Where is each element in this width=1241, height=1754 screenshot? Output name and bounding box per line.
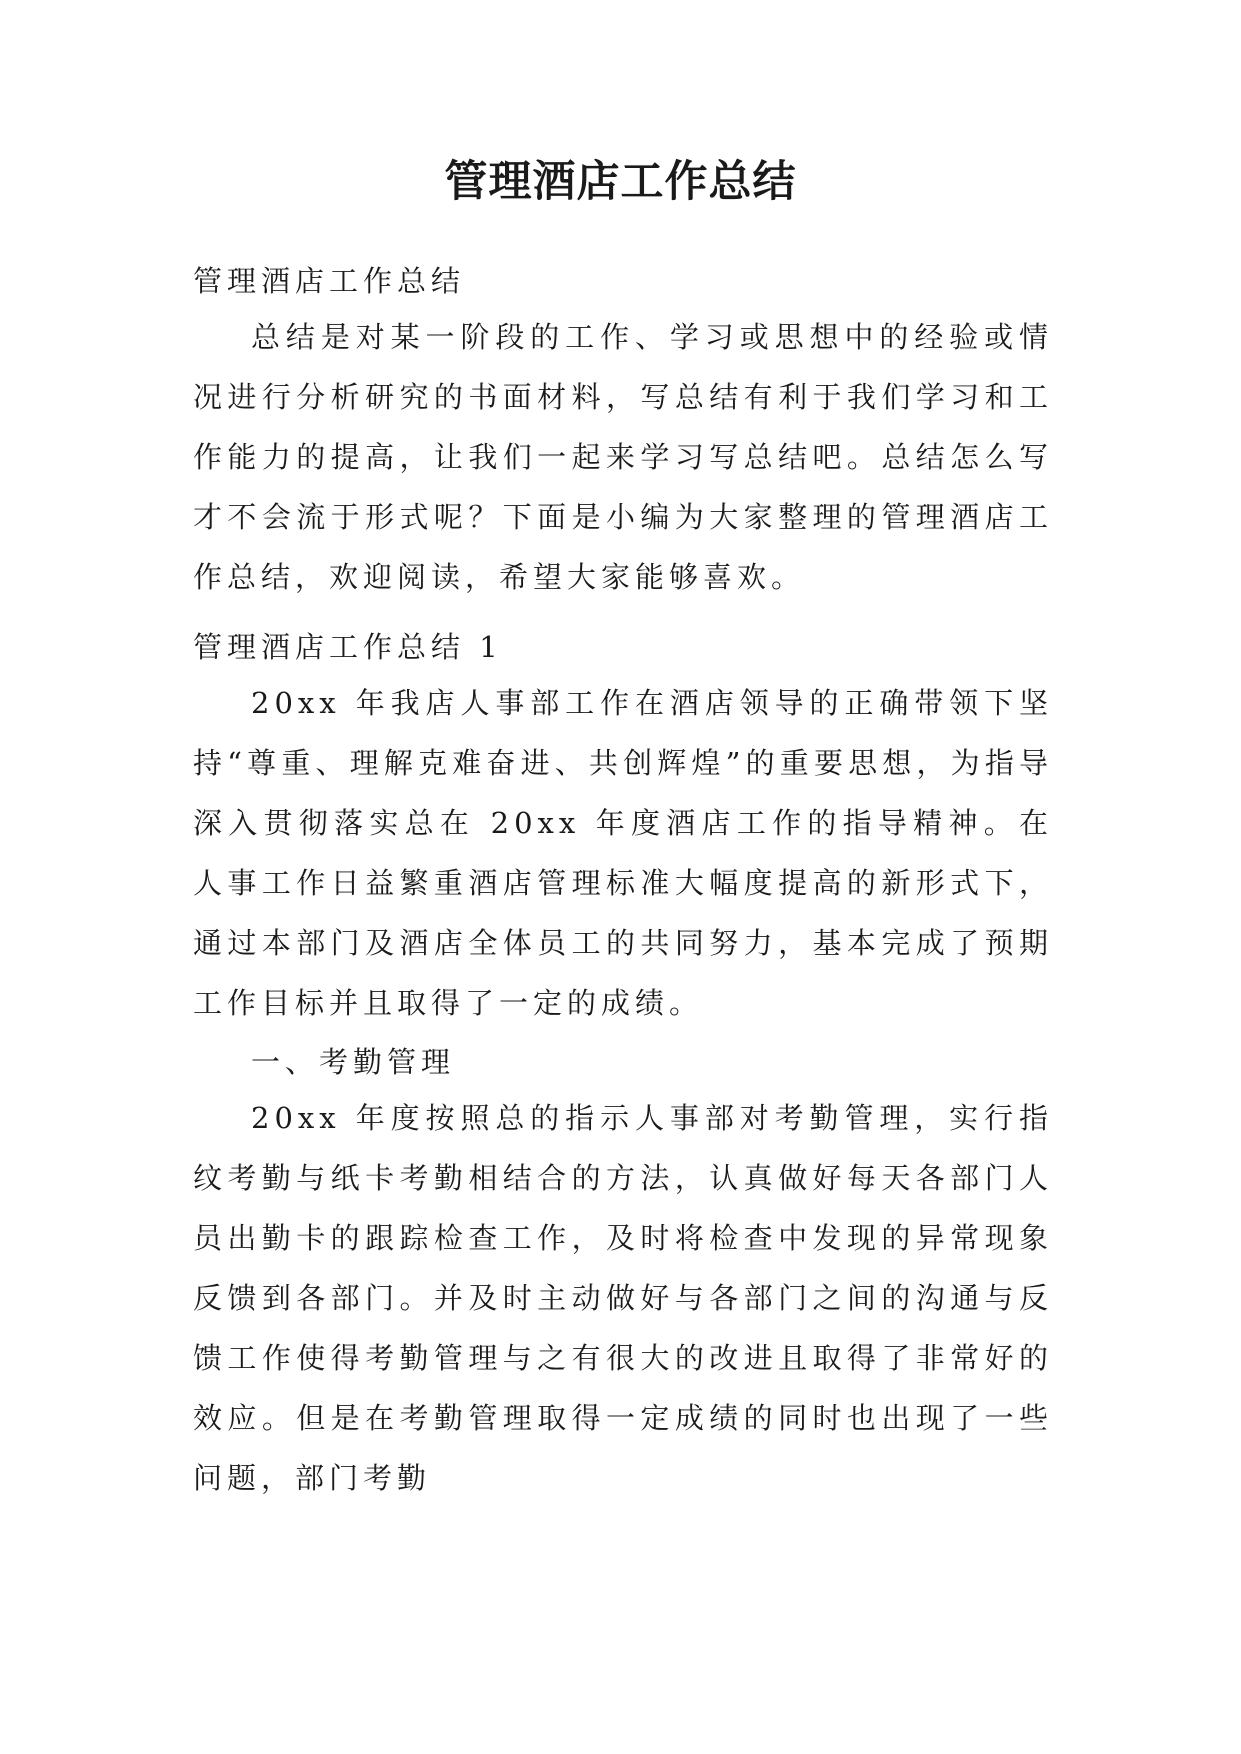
document-title: 管理酒店工作总结	[444, 157, 797, 207]
subsection-heading: 一、考勤管理	[251, 1045, 456, 1079]
document-subtitle: 管理酒店工作总结	[193, 264, 466, 298]
intro-block	[193, 307, 1053, 607]
section-1-paragraph: 20xx 年我店人事部工作在酒店领导的正确带领下坚持“尊重、理解克难奋进、共创辉煌”的重要思想，为指导深入贯彻落实总在 20xx 年度酒店工作的指导精神。在人事工作日益繁重酒店管理标准大幅度提高的新形式下，通过本部门及酒店全体员工的共同努力，基本完成了预期工作目标并且取得了一定的成绩。	[193, 686, 1053, 1020]
section-1-heading-block	[193, 617, 1053, 677]
section-1-heading: 管理酒店工作总结 1	[193, 630, 503, 664]
subsection-paragraph: 20xx 年度按照总的指示人事部对考勤管理，实行指纹考勤与纸卡考勤相结合的方法，认真做好每天各部门人员出勤卡的跟踪检查工作，及时将检查中发现的异常现象反馈到各部门。并及时主动做好与各部门之间的沟通与反馈工作使得考勤管理与之有很大的改进且取得了非常好的效应。但是在考勤管理取得一定成绩的同时也出现了一些问题，部门考勤	[193, 1101, 1053, 1495]
intro-paragraph: 总结是对某一阶段的工作、学习或思想中的经验或情况进行分析研究的书面材料，写总结有利于我们学习和工作能力的提高，让我们一起来学习写总结吧。总结怎么写才不会流于形式呢？下面是小编为大家整理的管理酒店工作总结，欢迎阅读，希望大家能够喜欢。	[193, 320, 1053, 594]
subsection-block	[193, 1088, 1053, 1508]
section-1-block	[193, 673, 1053, 1033]
subtitle-block	[193, 251, 1053, 311]
subsection-heading-block	[193, 1032, 1053, 1092]
